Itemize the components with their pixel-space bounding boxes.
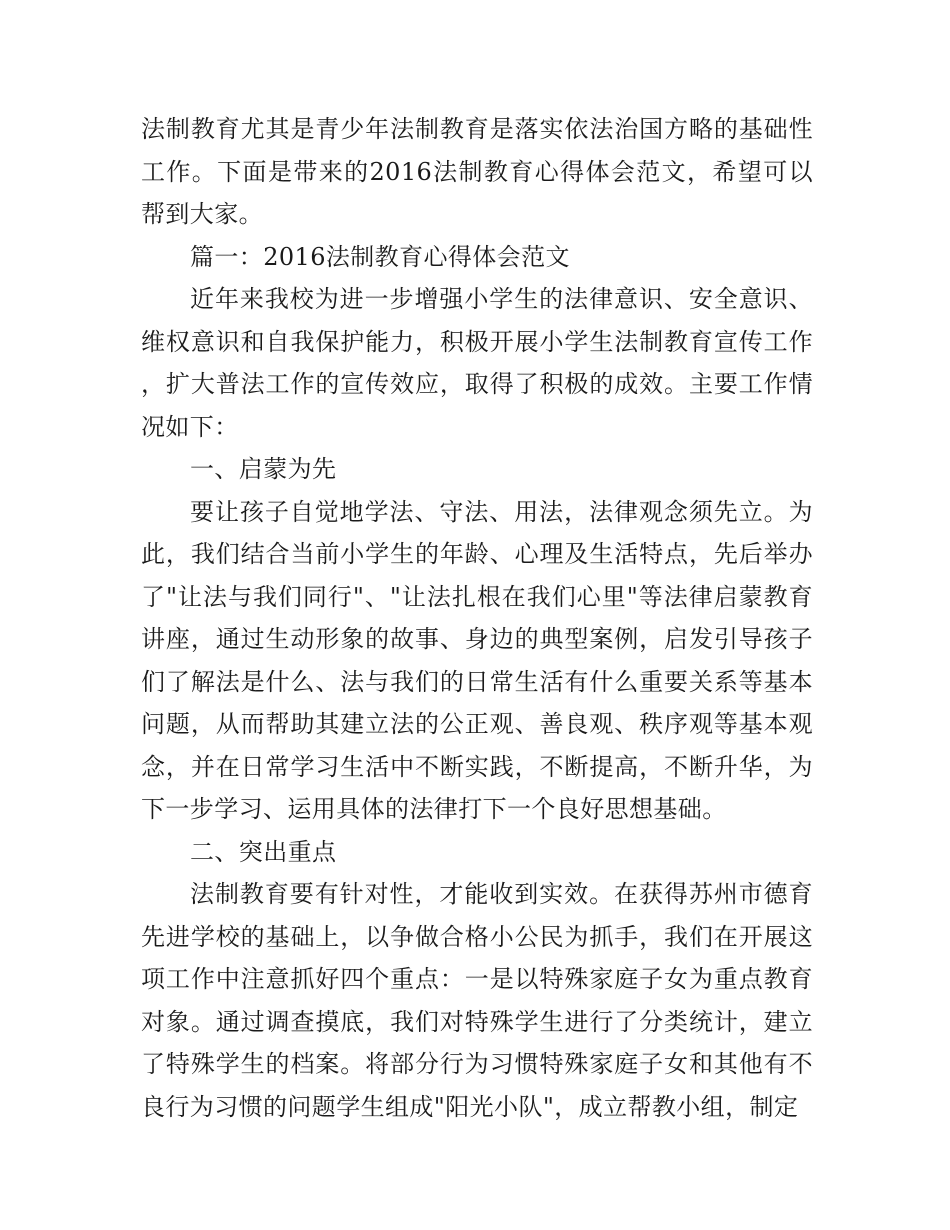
document-body	[141, 108, 813, 1128]
section-heading: 二、突出重点	[190, 837, 337, 866]
intro-paragraph: 法制教育尤其是青少年法制教育是落实依法治国方略的基础性工作。下面是带来的2016法制教育心得体会范文，希望可以帮到大家。	[141, 115, 813, 228]
body-paragraph: 要让孩子自觉地学法、守法、用法，法律观念须先立。为此，我们结合当前小学生的年龄、心理及生活特点，先后举办了"让法与我们同行"、"让法扎根在我们心里"等法律启蒙教育讲座，通过生动形象的故事、身边的典型案例，启发引导孩子们了解法是什么、法与我们的日常生活有什么重要关系等基本问题，从而帮助其建立法的公正观、善良观、秩序观等基本观念，并在日常学习生活中不断实践，不断提高，不断升华，为下一步学习、运用具体的法律打下一个良好思想基础。	[141, 497, 813, 823]
body-paragraph: 法制教育要有针对性，才能收到实效。在获得苏州市德育先进学校的基础上，以争做合格小公民为抓手，我们在开展这项工作中注意抓好四个重点：一是以特殊家庭子女为重点教育对象。通过调查摸底，我们对特殊学生进行了分类统计，建立了特殊学生的档案。将部分行为习惯特殊家庭子女和其他有不良行为习惯的问题学生组成"阳光小队"，成立帮教小组，制定	[141, 880, 813, 1121]
body-paragraph: 近年来我校为进一步增强小学生的法律意识、安全意识、维权意识和自我保护能力，积极开展小学生法制教育宣传工作，扩大普法工作的宣传效应，取得了积极的成效。主要工作情况如下：	[141, 285, 813, 441]
section-heading: 一、启蒙为先	[190, 455, 337, 483]
article-heading: 篇一：2016法制教育心得体会范文	[190, 242, 570, 271]
